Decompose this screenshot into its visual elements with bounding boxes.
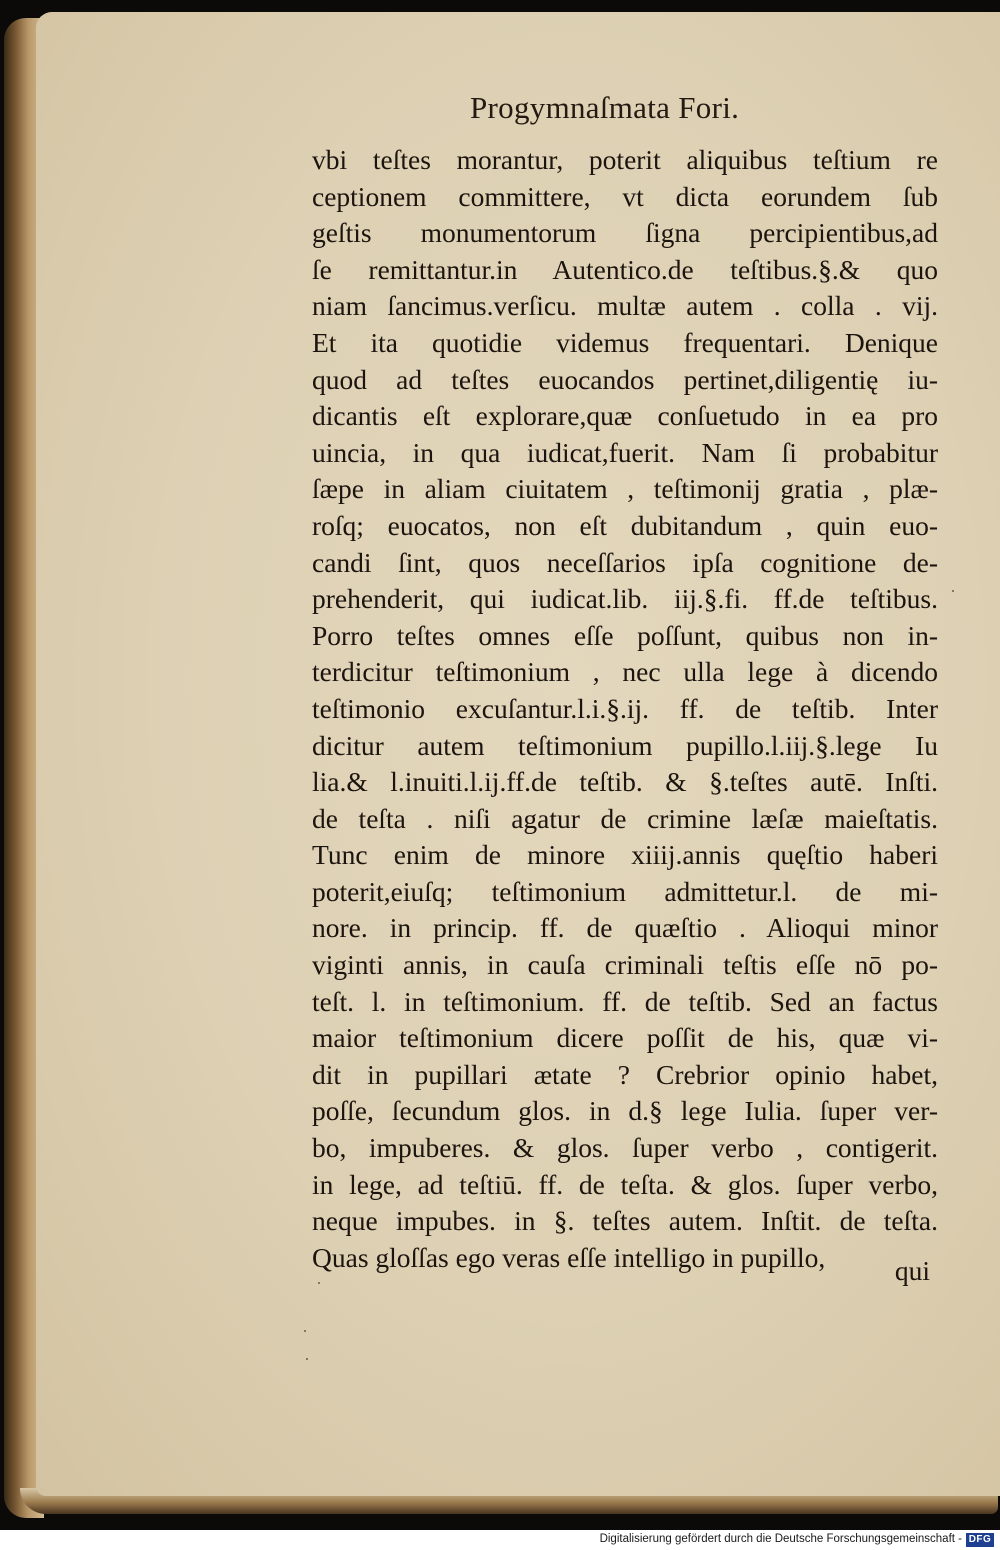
text-line: viginti annis, in cauſa criminali teſtis eſſe nō po-: [312, 949, 938, 981]
text-line: ſæpe in aliam ciuitatem , teſtimonij gratia , plæ-: [312, 473, 938, 505]
text-line: vbi teſtes morantur, poterit aliquibus teſtium re: [312, 144, 938, 175]
text-line: prehenderit, qui iudicat.lib. iij.§.fi. ff.de teſtibus.: [312, 583, 938, 615]
text-line: ceptionem committere, vt dicta eorundem ſub: [312, 180, 938, 212]
text-line: dicantis eſt explorare,quæ conſuetudo in ea pro: [312, 400, 938, 432]
text-line: teſtimonio excuſantur.l.i.§.ij. ff. de teſtib. Inter: [312, 692, 938, 724]
text-line: Quas gloſſas ego veras eſſe intelligo in pupillo,: [312, 1241, 826, 1273]
text-line: quod ad teſtes euocandos pertinet,diligentię iu-: [312, 363, 938, 395]
text-line: poſſe, ſecundum glos. in d.§ lege Iulia. ſuper ver-: [312, 1095, 938, 1127]
text-line: niam ſancimus.verſicu. multæ autem . colla . vij.: [312, 290, 938, 322]
text-line: terdicitur teſtimonium , nec ulla lege à dicendo: [312, 656, 938, 688]
text-line: Porro teſtes omnes eſſe poſſunt, quibus non in-: [312, 619, 938, 651]
text-line: de teſta . niſi agatur de crimine læſæ maieſtatis.: [312, 802, 938, 834]
text-line: roſq; euocatos, non eſt dubitandum , quin euo-: [312, 509, 938, 541]
text-line: dicitur autem teſtimonium pupillo.l.iij.§.lege Iu: [312, 729, 938, 761]
dfg-logo-icon[interactable]: DFG: [966, 1533, 994, 1547]
text-line: Tunc enim de minore xiiij.annis quęſtio haberi: [312, 839, 938, 871]
text-line: maior teſtimonium dicere poſſit de his, quæ vi-: [312, 1022, 938, 1054]
digitization-credit: Digitalisierung gefördert durch die Deutsche Forschungsgemeinschaft -: [599, 1533, 962, 1545]
text-line: lia.& l.inuiti.l.ij.ff.de teſtib. & §.teſtes autē. Inſti.: [312, 766, 938, 798]
text-line: dit in pupillari ætate ? Crebrior opinio habet,: [312, 1058, 938, 1090]
body-text: [312, 142, 938, 1276]
catchword: qui: [894, 1255, 930, 1286]
text-line: in lege, ad teſtiū. ff. de teſta. & glos. ſuper verbo,: [312, 1168, 938, 1200]
running-head: Progymnaſmata Fori.: [470, 90, 740, 125]
text-line: candi ſint, quos neceſſarios ipſa cognitione de-: [312, 546, 938, 578]
text-line: uincia, in qua iudicat,fuerit. Nam ſi probabitur: [312, 436, 938, 468]
text-line: poterit,eiuſq; teſtimonium admittetur.l. de mi-: [312, 875, 938, 907]
text-line: ſe remittantur.in Autentico.de teſtibus.§.& quo: [312, 253, 938, 285]
text-line: geſtis monumentorum ſigna percipientibus,ad: [312, 217, 938, 249]
text-line: Et ita quotidie videmus frequentari. Denique: [312, 326, 938, 358]
text-line: teſt. l. in teſtimonium. ff. de teſtib. Sed an factus: [312, 985, 938, 1017]
text-line: neque impubes. in §. teſtes autem. Inſtit. de teſta.: [312, 1205, 938, 1237]
text-line: bo, impuberes. & glos. ſuper verbo , contigerit.: [312, 1132, 938, 1164]
text-line: nore. in princip. ff. de quæſtio . Alioqui minor: [312, 912, 938, 944]
